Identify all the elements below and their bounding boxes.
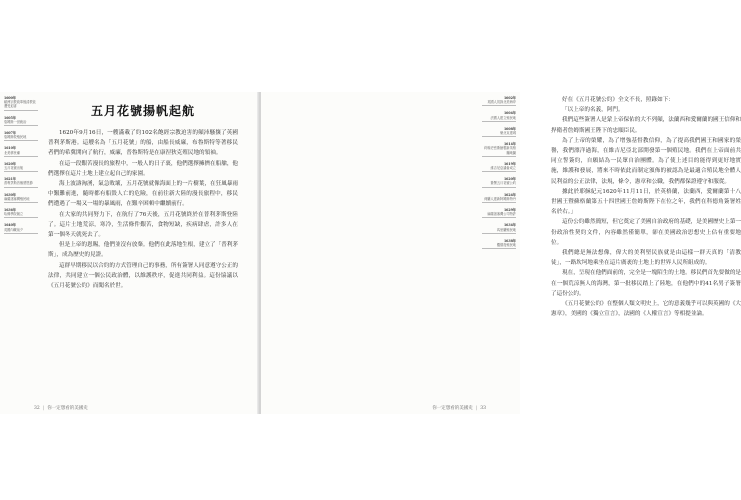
timeline-year: 1610年	[4, 146, 17, 151]
timeline-entry	[4, 96, 38, 111]
timeline-text: 約翰史密斯繪製新英格蘭地圖	[484, 146, 516, 155]
body-paragraph: 海上波濤洶湧，氣急敗壞，五月花號就像海面上的一片樹葉，在狂風暴雨中艱難前進，隨時都有船毀人亡的危險，在前往新大陸的漫長旅程中，移民們遭遇了一場又一場的暴風雨，在艱辛困頓中繼續前行。	[48, 181, 239, 208]
timeline-year: 1624年	[503, 192, 516, 197]
timeline-entry	[482, 96, 516, 106]
timeline-entry	[4, 208, 38, 218]
page-number: 32	[34, 406, 40, 411]
timeline-entry	[4, 177, 38, 187]
timeline-text: 哈佛學院創立	[4, 212, 24, 217]
timeline-text: 羅德島殖民地	[496, 243, 516, 248]
right-body-column	[551, 95, 741, 319]
timeline-entry	[4, 193, 38, 203]
timeline-entry	[4, 146, 38, 156]
body-paragraph: 《五月花號公約》在整個人類文明史上，它的意義幾乎可以與英國的《大憲章》，美國的《獨立宣言》，法國的《人權宣言》等相提並論。	[551, 301, 741, 318]
left-timeline-sidebar	[4, 96, 38, 239]
running-head: 你一定想看的美國史	[432, 406, 473, 411]
timeline-year: 1605年	[4, 115, 17, 120]
timeline-entry	[482, 208, 516, 218]
timeline-entry	[4, 223, 38, 233]
timeline-text: 英國人初探北美海岸	[487, 100, 516, 105]
timeline-text: 詹姆斯一世統治	[4, 119, 27, 124]
timeline-entry	[482, 177, 516, 187]
left-page	[0, 92, 260, 414]
timeline-text: 魁北克建城	[500, 131, 516, 136]
timeline-year: 1600年	[4, 96, 17, 100]
timeline-year: 1638年	[503, 238, 516, 243]
body-paragraph: 我們這些簽署人是蒙上帝保佑的大不列顛，法蘭西和愛爾蘭的國王信仰和捍衛者詹姆斯國王陛下的忠順臣民。	[551, 117, 741, 134]
timeline-text: 麻薩諸塞灣殖民地	[4, 196, 30, 201]
running-head: 你一定想看的美國史	[47, 406, 88, 411]
timeline-text: 荷蘭人建新阿姆斯特丹	[484, 196, 516, 201]
right-page	[261, 92, 741, 414]
timeline-entry	[4, 162, 38, 172]
right-folio: 你一定想看的美國史 | 33	[432, 406, 486, 411]
timeline-entry	[482, 127, 516, 137]
left-folio: 32 | 你一定想看的美國史	[34, 406, 88, 411]
timeline-year: 1619年	[503, 161, 516, 166]
left-body-column	[48, 100, 238, 291]
timeline-year: 1604年	[503, 111, 516, 116]
timeline-entry	[482, 142, 516, 157]
timeline-entry	[4, 116, 38, 126]
timeline-entry	[482, 111, 516, 121]
right-timeline-sidebar	[482, 96, 516, 254]
body-paragraph: 在大家的共同努力下，在航行了76天後，五月花號終於在普利茅斯登陸了。這片土地荒涼，寒冷，生活條件艱苦，食物短缺，疾病肆虐，許多人在第一個冬天就死去了。	[48, 211, 238, 239]
timeline-entry	[482, 239, 516, 249]
timeline-text: 英國內戰前夕	[4, 227, 24, 232]
timeline-entry	[482, 193, 516, 203]
timeline-text: 維吉尼亞議會成立	[490, 166, 516, 171]
page-number: 33	[480, 406, 486, 411]
body-paragraph: 為了上帝的榮耀，為了增強基督教信仰，為了提高我們國王和國家的榮譽，我們漂洋過海，在維吉尼亞北部開發第一個殖民地。我們在上帝面前共同立誓簽約，自願結為一民眾自治團體。為了使上述目的能得到更好地實施，維護和發展，將來不時依此而制定頒佈的被認為是最適合殖民地全體人民利益的公正法律，法規，條令，憲章和公職，我們都保證遵守和服從。	[551, 137, 741, 185]
body-paragraph: 在這一段艱苦漫長的旅程中，一般人的日子裏，他們選擇擁擠在船艙，他們選擇在這片土地上建立起自己的家園。	[48, 160, 239, 177]
timeline-year: 1636年	[4, 208, 17, 213]
open-book	[0, 92, 741, 414]
timeline-year: 1620年	[503, 177, 516, 182]
timeline-entry	[482, 162, 516, 172]
timeline-text: 麻薩諸塞灣公司特許	[487, 212, 516, 217]
chapter-title: 五月花號揚帆起航	[90, 104, 195, 118]
timeline-year: 1634年	[503, 223, 516, 228]
timeline-year: 1620年	[4, 161, 17, 166]
body-paragraph: 「以上帝的名義，阿門。	[562, 107, 624, 114]
timeline-year: 1607年	[4, 131, 17, 136]
timeline-year: 1640年	[4, 223, 17, 228]
body-paragraph: 這份公約雖然簡短，但它奠定了美國自治政府的基礎，是美國歷史上第一份政治性契約文件，內容雖然僅簡單，卻在美國政治思想史上佔有重要地位。	[551, 219, 741, 246]
body-paragraph: 1620年9月16日，一艘滿載了約102名飽經宗教迫害的顛沛騷攘了英國普利茅斯港。這艘名為「五月花號」的船，由船長威廉，布魯斯特等著移民者們的希冀開向了航行，威廉，普魯斯特是在康涅狄克殖民地的領袖。	[48, 130, 238, 157]
body-paragraph: 我們總是無法想像，偉大的美利堅民族就是由這樣一群天真的「清教徒」，一路坎坷地乘坐在這片廣袤的土地上的世界人民所組成的。	[551, 250, 741, 267]
body-paragraph: 現在，呈現在他們面前的，完全是一塊陌生的土地。移民們首先要做的是在一個荒涼無人的海灣，第一批移民踏上了陸地，在他們中的41名男子簽署了這份公約。	[551, 270, 741, 297]
timeline-year: 1629年	[503, 208, 516, 213]
timeline-text: 法國人建立殖民地	[490, 115, 516, 120]
timeline-year: 1630年	[4, 192, 17, 197]
timeline-entry	[4, 131, 38, 141]
timeline-text: 歐洲宗教改革後清教徒遭受迫害	[4, 100, 36, 109]
timeline-text: 詹姆斯敦殖民地	[4, 135, 27, 140]
timeline-text: 馬里蘭殖民地	[496, 227, 516, 232]
timeline-text: 五月花號出航	[4, 166, 24, 171]
body-paragraph: 這群早期移民以合約的方式管理自己的事務，所有簽署人同意遵守公正的法律，共同建立一個公民政治體，以維護秩序，促進共同利益。這份協議以《五月花號公約》而聞名於世。	[48, 262, 239, 290]
timeline-year: 1608年	[503, 126, 516, 131]
body-paragraph: 據此於耶穌紀元1620年11月11日，於英格蘭，法蘭西，愛爾蘭第十八世國王暨蘇格蘭第五十四世國王詹姆斯陛下在位之年，我們在科德角簽署姓名於右。」	[551, 188, 741, 216]
timeline-entry	[482, 223, 516, 233]
timeline-year: 1621年	[4, 177, 17, 182]
timeline-text: 北美移民潮	[4, 150, 20, 155]
timeline-year: 1614年	[503, 142, 516, 147]
timeline-year: 1602年	[503, 96, 516, 100]
timeline-text: 簽署五月花號公約	[490, 181, 516, 186]
body-paragraph: 好在《五月花號公約》全文不長，照錄如下：	[562, 97, 674, 103]
timeline-text: 普利茅斯首個感恩節	[4, 181, 33, 186]
body-paragraph: 但是上帝的恩賜，他們並沒有放棄。他們在此落地生根，建立了「普利茅斯」，成為歷史的見證。	[48, 242, 239, 259]
